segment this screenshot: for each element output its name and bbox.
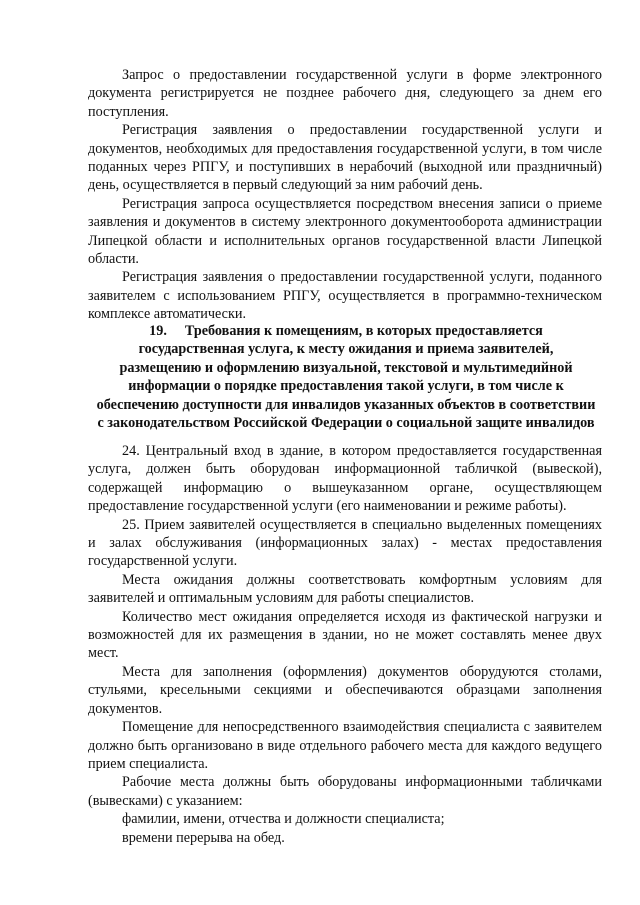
paragraph-workplace-signs: Рабочие места должны быть оборудованы информационными табличками (вывесками) с указанием: <box>88 774 602 809</box>
section-heading <box>96 322 596 432</box>
paragraph-rpgu-registration: Регистрация заявления о предоставлении государственной услуги, поданного заявителем с использованием РПГУ, осуществляется в программно-техническом комплексе автоматически. <box>88 269 602 323</box>
heading-line-4: информации о порядке предоставления такой услуги, в том числе к <box>128 378 564 395</box>
paragraph-application-registration: Регистрация заявления о предоставлении государственной услуги и документов, необходимых для предоставления государственной услуги, в том числе поданных через РПГУ, и поступивших в нерабочий (выходной или праздничный) день, осуществляется в первый следующий за ним рабочий день. <box>88 122 602 194</box>
paragraph-24-entrance: 24. Центральный вход в здание, в котором предоставляется государственная услуга, должен быть оборудован информационной табличкой (вывеской), содержащей информацию о вышеуказанном органе, осуществляющем предоставление государственной услуги (его наименовании и режиме работы). <box>88 443 602 515</box>
paragraph-25-reception: 25. Прием заявителей осуществляется в специально выделенных помещениях и залах обслуживания (информационных залах) - местах предоставления государственной услуги. <box>88 516 602 570</box>
bottom-paragraphs <box>88 442 602 847</box>
heading-line-5: обеспечению доступности для инвалидов указанных объектов в соответствии <box>96 396 596 413</box>
heading-line-6: с законодательством Российской Федерации о социальной защите инвалидов <box>97 415 595 432</box>
paragraph-name-position: фамилии, имени, отчества и должности специалиста; <box>122 811 445 828</box>
paragraph-waiting-places: Места ожидания должны соответствовать комфортным условиям для заявителей и оптимальным условиям для работы специалистов. <box>88 571 602 607</box>
paragraph-request-registration: Запрос о предоставлении государственной услуги в форме электронного документа регистрируется не позднее рабочего дня, следующего за днем его поступления. <box>88 67 602 120</box>
heading-line-3: размещению и оформлению визуальной, текстовой и мультимедийной <box>119 359 573 376</box>
paragraph-filling-places: Места для заполнения (оформления) документов оборудуются столами, стульями, кресельными секциями и обеспечиваются образцами заполнения документов. <box>88 663 602 717</box>
paragraph-record-entry: Регистрация запроса осуществляется посредством внесения записи о приеме заявления и документов в систему электронного документооборота администрации Липецкой области и исполнительных органов государственной власти Липецкой области. <box>88 195 602 268</box>
heading-line-2: государственная услуга, к месту ожидания и приема заявителей, <box>138 341 554 358</box>
heading-line-1: 19. Требования к помещениям, в которых предоставляется <box>149 323 543 339</box>
paragraph-interaction-room: Помещение для непосредственного взаимодействия специалиста с заявителем должно быть организовано в виде отдельного рабочего места для каждого ведущего прием специалиста. <box>88 719 602 772</box>
paragraph-lunch-break: времени перерыва на обед. <box>122 829 285 846</box>
section-number: 19. <box>149 323 167 339</box>
top-paragraphs <box>88 66 602 324</box>
paragraph-waiting-count: Количество мест ожидания определяется исходя из фактической нагрузки и возможностей для их размещения в здании, но не может составлять менее двух мест. <box>88 608 602 662</box>
